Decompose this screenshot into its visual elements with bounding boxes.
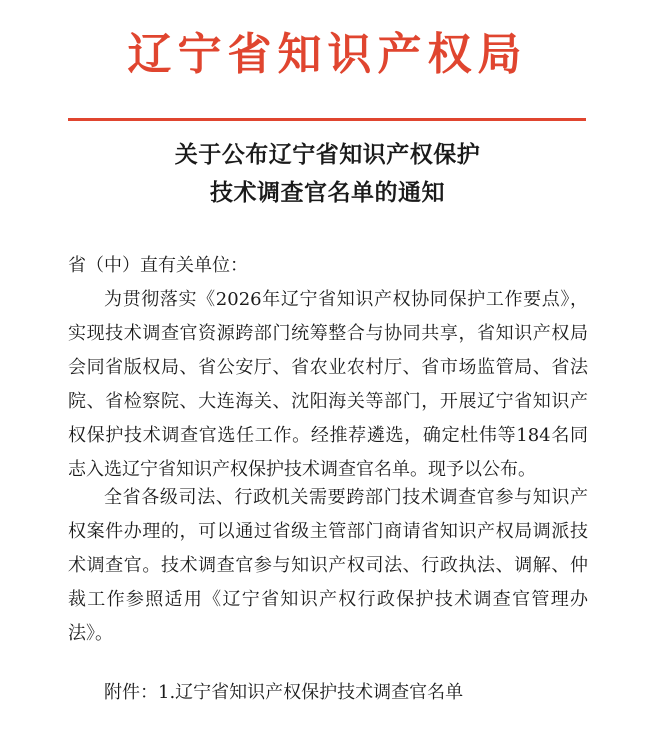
paragraph-1-line: 权保护技术调查官选任工作。经推荐遴选，确定杜伟等184名同	[68, 425, 588, 446]
paragraph-2-line: 术调查官。技术调查官参与知识产权司法、行政执法、调解、仲	[68, 555, 588, 576]
salutation: 省（中）直有关单位：	[68, 255, 248, 276]
paragraph-2-line: 裁工作参照适用《辽宁省知识产权行政保护技术调查官管理办	[68, 589, 588, 610]
attachment-item: 1.辽宁省知识产权保护技术调查官名单	[158, 682, 464, 703]
paragraph-2-line: 法》。	[68, 623, 113, 644]
paragraph-1	[68, 283, 588, 487]
paragraph-1-line: 为贯彻落实《2026年辽宁省知识产权协同保护工作要点》，	[104, 289, 588, 310]
header-red-rule	[68, 118, 586, 121]
paragraph-2-line: 全省各级司法、行政机关需要跨部门技术调查官参与知识产	[104, 487, 588, 508]
document-title-line-1: 关于公布辽宁省知识产权保护	[174, 141, 481, 168]
paragraph-1-line: 志入选辽宁省知识产权保护技术调查官名单。现予以公布。	[68, 459, 536, 480]
agency-header: 辽宁省知识产权局	[127, 29, 528, 80]
paragraph-2-line: 权案件办理的，可以通过省级主管部门商请省知识产权局调派技	[68, 521, 588, 542]
document-title-line-2: 技术调查官名单的通知	[210, 179, 445, 206]
paragraph-1-line: 会同省版权局、省公安厅、省农业农村厅、省市场监管局、省法	[68, 357, 588, 378]
document-title	[0, 136, 655, 212]
paragraph-2	[68, 481, 588, 651]
paragraph-1-line: 实现技术调查官资源跨部门统筹整合与协同共享，省知识产权局	[68, 323, 588, 344]
paragraph-1-line: 院、省检察院、大连海关、沈阳海关等部门，开展辽宁省知识产	[68, 391, 588, 412]
attachment-line	[104, 676, 463, 710]
attachment-label: 附件：	[104, 682, 158, 703]
